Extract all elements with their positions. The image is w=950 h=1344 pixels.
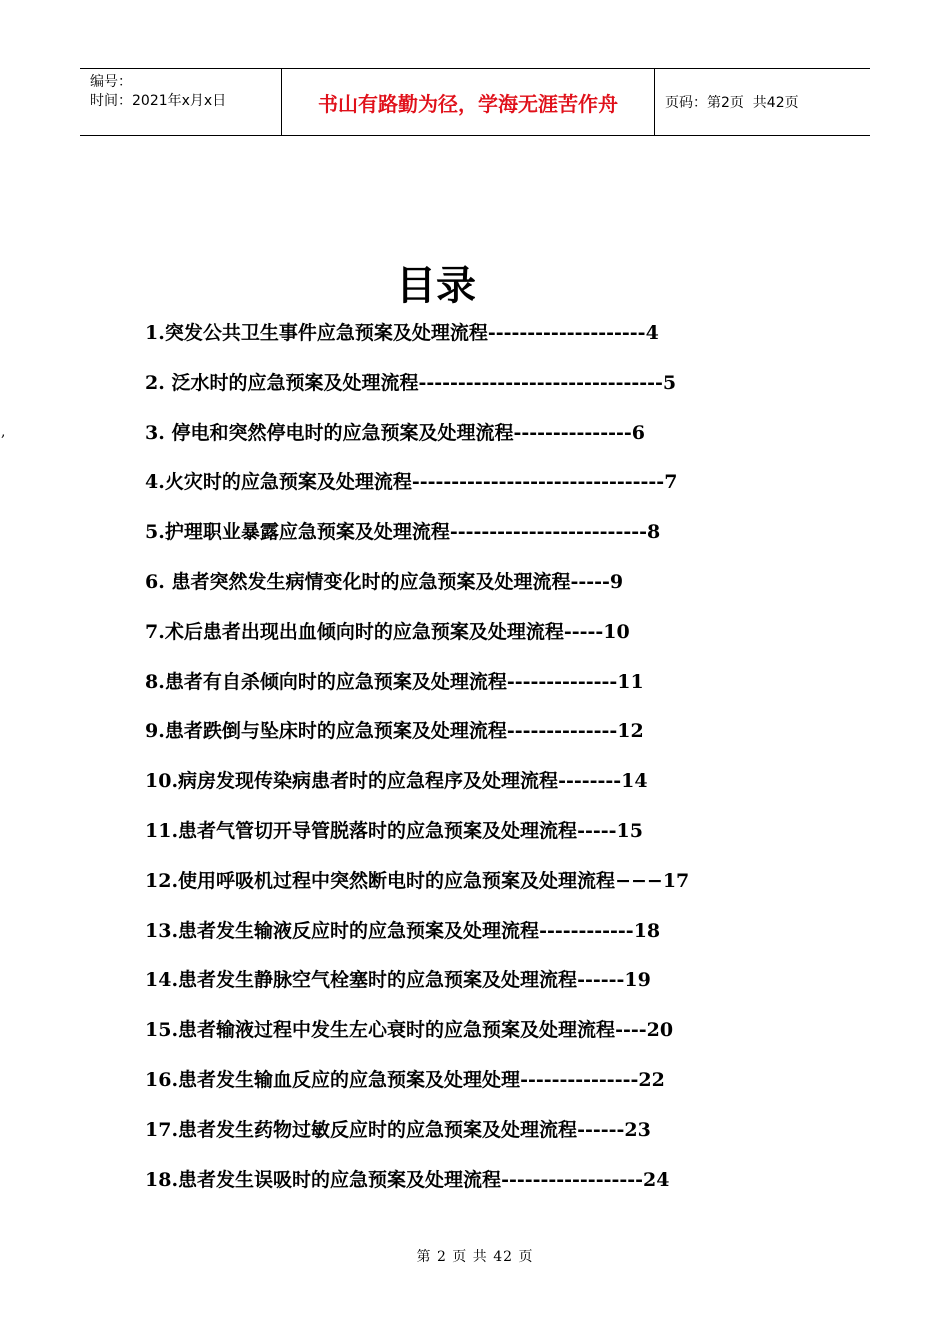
- toc-entry-leader: −−−: [615, 869, 663, 892]
- toc-entry-page: 24: [643, 1168, 670, 1191]
- footer-page-number: 第 2 页 共 42 页: [416, 1249, 534, 1265]
- toc-entry-leader: -------------------------: [449, 521, 647, 544]
- margin-mark: ,: [1, 424, 6, 440]
- toc-entry-page: 8: [647, 521, 661, 544]
- toc-entry-leader: ---------------: [513, 421, 632, 444]
- page-header: [80, 68, 870, 136]
- toc-entry[interactable]: [145, 1065, 865, 1115]
- toc-entry-page: 14: [621, 770, 648, 793]
- toc-entry-leader: --------------------------------: [411, 471, 665, 494]
- toc-entry-leader: -----: [570, 570, 610, 593]
- toc-entry[interactable]: [145, 816, 865, 866]
- toc-entry-title: 1.突发公共卫生事件应急预案及处理流程: [145, 322, 488, 344]
- toc-entry-title: 12.使用呼吸机过程中突然断电时的应急预案及处理流程: [145, 869, 616, 892]
- toc-entry-leader: ----: [615, 1019, 647, 1042]
- toc-entry-title: 9.患者跌倒与坠床时的应急预案及处理流程: [145, 720, 507, 743]
- header-motto-cell: [282, 69, 655, 135]
- toc-entry[interactable]: [145, 617, 865, 667]
- toc-entry-leader: ------: [577, 1118, 625, 1141]
- toc-entry[interactable]: [145, 866, 865, 916]
- header-number-label: 编号：: [90, 74, 132, 90]
- table-of-contents: [145, 318, 865, 1214]
- toc-entry-title: 15.患者输液过程中发生左心衰时的应急预案及处理流程: [145, 1019, 616, 1042]
- toc-entry[interactable]: [145, 667, 865, 717]
- toc-entry-leader: --------------------: [487, 322, 646, 344]
- header-time-label: 时间：2021年x月x日: [90, 93, 227, 109]
- toc-entry-leader: ------: [577, 969, 625, 992]
- toc-entry-title: 17.患者发生药物过敏反应时的应急预案及处理流程: [145, 1118, 578, 1141]
- toc-entry-leader: ---------------: [520, 1068, 639, 1091]
- toc-entry-title: 5.护理职业暴露应急预案及处理流程: [145, 521, 450, 544]
- toc-entry[interactable]: [145, 1165, 865, 1215]
- toc-entry-title: 10.病房发现传染病患者时的应急程序及处理流程: [145, 770, 559, 793]
- header-meta: [80, 69, 282, 135]
- toc-entry-page: 11: [617, 670, 644, 693]
- toc-entry-title: 11.患者气管切开导管脱落时的应急预案及处理流程: [145, 819, 578, 842]
- toc-entry-leader: --------------: [506, 670, 618, 693]
- toc-entry-page: 18: [633, 919, 661, 942]
- toc-entry-title: 3. 停电和突然停电时的应急预案及处理流程: [145, 421, 514, 444]
- toc-entry[interactable]: [145, 567, 865, 617]
- toc-entry[interactable]: [145, 1115, 865, 1165]
- toc-entry[interactable]: [145, 916, 865, 966]
- toc-entry[interactable]: [145, 467, 865, 517]
- toc-entry-title: 14.患者发生静脉空气栓塞时的应急预案及处理流程: [145, 969, 578, 992]
- toc-entry-title: 7.术后患者出现出血倾向时的应急预案及处理流程: [145, 620, 564, 643]
- toc-entry[interactable]: [145, 318, 865, 368]
- toc-entry-leader: -------------------------------: [418, 371, 663, 394]
- toc-entry-title: 4.火灾时的应急预案及处理流程: [145, 471, 412, 494]
- toc-entry-leader: ------------------: [501, 1168, 644, 1191]
- page-footer: [0, 1246, 950, 1266]
- toc-entry-title: 18.患者发生误吸时的应急预案及处理流程: [145, 1168, 502, 1191]
- toc-entry-page: 17: [662, 869, 690, 892]
- toc-entry-title: 2. 泛水时的应急预案及处理流程: [145, 371, 419, 394]
- toc-entry-leader: --------------: [506, 720, 618, 743]
- toc-entry-page: 10: [603, 620, 630, 643]
- toc-entry-page: 15: [616, 819, 643, 842]
- toc-entry-page: 19: [624, 969, 651, 992]
- toc-entry[interactable]: [145, 766, 865, 816]
- toc-entry-page: 22: [638, 1068, 665, 1091]
- toc-entry-title: 8.患者有自杀倾向时的应急预案及处理流程: [145, 670, 507, 693]
- toc-entry-leader: ------------: [539, 919, 634, 942]
- toc-entry-page: 20: [646, 1019, 674, 1042]
- toc-entry[interactable]: [145, 716, 865, 766]
- toc-entry-leader: -----: [577, 819, 617, 842]
- toc-entry[interactable]: [145, 1015, 865, 1065]
- header-motto: 书山有路勤为径，学海无涯苦作舟: [318, 91, 618, 116]
- toc-entry-leader: -----: [563, 620, 604, 643]
- toc-entry-page: 23: [624, 1118, 651, 1141]
- toc-entry[interactable]: [145, 965, 865, 1015]
- header-page-label: 页码：第2页 共42页: [665, 95, 799, 111]
- toc-entry[interactable]: [145, 368, 865, 418]
- toc-entry-page: 7: [664, 471, 678, 494]
- toc-entry[interactable]: [145, 418, 865, 468]
- toc-entry-page: 12: [617, 720, 644, 743]
- toc-entry-title: 16.患者发生输血反应的应急预案及处理处理: [145, 1068, 521, 1091]
- toc-entry-title: 6. 患者突然发生病情变化时的应急预案及处理流程: [145, 570, 571, 593]
- toc-entry-title: 13.患者发生输液反应时的应急预案及处理流程: [145, 919, 540, 942]
- toc-entry[interactable]: [145, 517, 865, 567]
- toc-entry-page: 5: [662, 371, 677, 394]
- toc-entry-page: 6: [631, 421, 645, 444]
- page-title: 目录: [396, 263, 476, 309]
- toc-entry-page: 9: [609, 570, 624, 593]
- header-page-cell: [655, 69, 870, 135]
- toc-entry-leader: --------: [558, 770, 622, 793]
- toc-entry-page: 4: [645, 322, 659, 344]
